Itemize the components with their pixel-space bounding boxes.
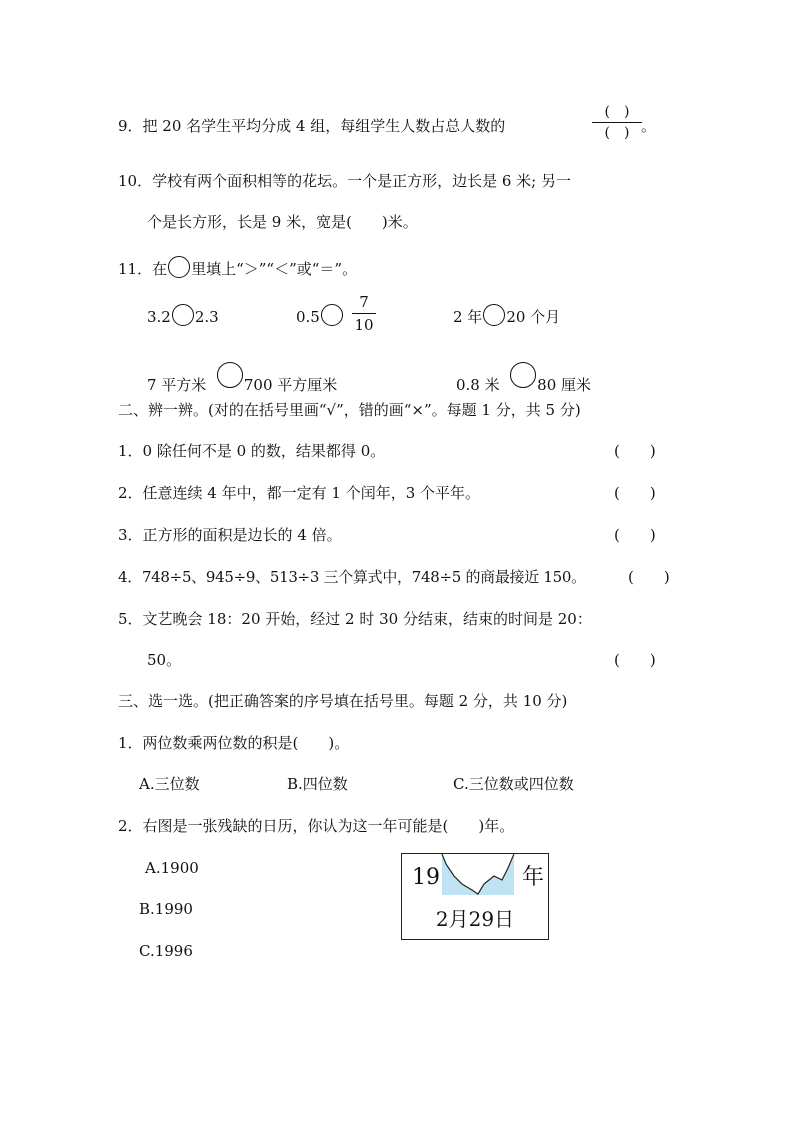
choice-question-1: 1．两位数乘两位数的积是( )。: [118, 734, 350, 752]
judge-item-1: 1．0 除任何不是 0 的数，结果都得 0。: [118, 442, 386, 460]
judge-answer-3[interactable]: ( ): [614, 526, 656, 544]
blank-circle-icon: [168, 256, 190, 278]
choice-option-c[interactable]: C.1996: [139, 942, 193, 960]
answer-circle-icon[interactable]: [172, 304, 194, 326]
calendar-year-suffix: 年: [522, 865, 545, 890]
choice-option-b[interactable]: B.四位数: [287, 775, 348, 793]
question-10-line1: 10．学校有两个面积相等的花坛。一个是正方形，边长是 6 米; 另一: [118, 172, 571, 190]
section-2-title: 二、辨一辨。(对的在括号里画“√”，错的画“×”。每题 1 分，共 5 分): [118, 401, 581, 419]
choice-option-a[interactable]: A.1900: [145, 859, 199, 877]
compare-right: 80 厘米: [537, 376, 592, 394]
compare-left: 0.5: [296, 308, 320, 326]
judge-answer-4[interactable]: ( ): [628, 568, 670, 586]
compare-item-4: [147, 362, 337, 395]
compare-left: 0.8 米: [456, 376, 500, 394]
compare-left: 7 平方米: [147, 376, 207, 394]
judge-item-2: 2．任意连续 4 年中，都一定有 1 个闰年，3 个平年。: [118, 484, 481, 502]
judge-item-3: 3．正方形的面积是边长的 4 倍。: [118, 526, 342, 544]
judge-item-4: 4．748÷5、945÷9、513÷3 三个算式中，748÷5 的商最接近 150。: [118, 568, 586, 586]
judge-item-5-cont: 50。: [147, 651, 182, 669]
fraction-denominator: 10: [354, 316, 374, 334]
question-9-text: 9．把 20 名学生平均分成 4 组，每组学生人数占总人数的: [118, 117, 506, 135]
answer-fraction: [592, 104, 642, 141]
choice-option-b[interactable]: B.1990: [139, 900, 193, 918]
choice-question-2: 2．右图是一张残缺的日历，你认为这一年可能是( )年。: [118, 817, 515, 835]
judge-item-5: 5．文艺晚会 18：20 开始，经过 2 时 30 分结束，结束的时间是 20：: [118, 610, 592, 628]
question-9-end: 。: [641, 117, 657, 135]
compare-item-2: [296, 304, 344, 327]
judge-answer-2[interactable]: ( ): [614, 484, 656, 502]
compare-right: 2.3: [194, 308, 219, 326]
fraction-numerator-blank: ( ): [604, 104, 630, 120]
choice-option-a[interactable]: A.三位数: [139, 775, 200, 793]
question-11-intro-a: 11．在: [118, 260, 168, 278]
section-3-title: 三、选一选。(把正确答案的序号填在括号里。每题 2 分，共 10 分): [118, 692, 568, 710]
torn-calendar: [401, 853, 549, 940]
fraction-bar: [352, 313, 376, 314]
fraction-denominator-blank: ( ): [604, 125, 630, 141]
compare-left: 2 年: [453, 308, 483, 326]
compare-right: 20 个月: [506, 308, 561, 326]
answer-circle-icon[interactable]: [483, 304, 505, 326]
question-9: [118, 116, 505, 136]
compare-right: 700 平方厘米: [243, 376, 338, 394]
judge-answer-1[interactable]: ( ): [614, 442, 656, 460]
fraction-bar: [592, 122, 642, 123]
question-11-intro-b: 里填上“＞”“＜”或“＝”。: [191, 260, 358, 278]
fraction-numerator: 7: [359, 293, 369, 311]
calendar-year-prefix: 19: [412, 865, 440, 890]
calendar-date: 2月29日: [435, 907, 515, 931]
answer-circle-icon[interactable]: [217, 362, 243, 388]
compare-fraction: [352, 293, 376, 334]
choice-option-c[interactable]: C.三位数或四位数: [453, 775, 574, 793]
compare-item-1: [147, 304, 219, 327]
question-10-line2: 个是长方形，长是 9 米，宽是( )米。: [147, 213, 418, 231]
compare-left: 3.2: [147, 308, 171, 326]
judge-answer-5[interactable]: ( ): [614, 651, 656, 669]
question-11-intro: [118, 256, 357, 279]
compare-item-3: [453, 304, 560, 327]
compare-item-5: [456, 362, 591, 395]
answer-circle-icon[interactable]: [321, 304, 343, 326]
answer-circle-icon[interactable]: [510, 362, 536, 388]
